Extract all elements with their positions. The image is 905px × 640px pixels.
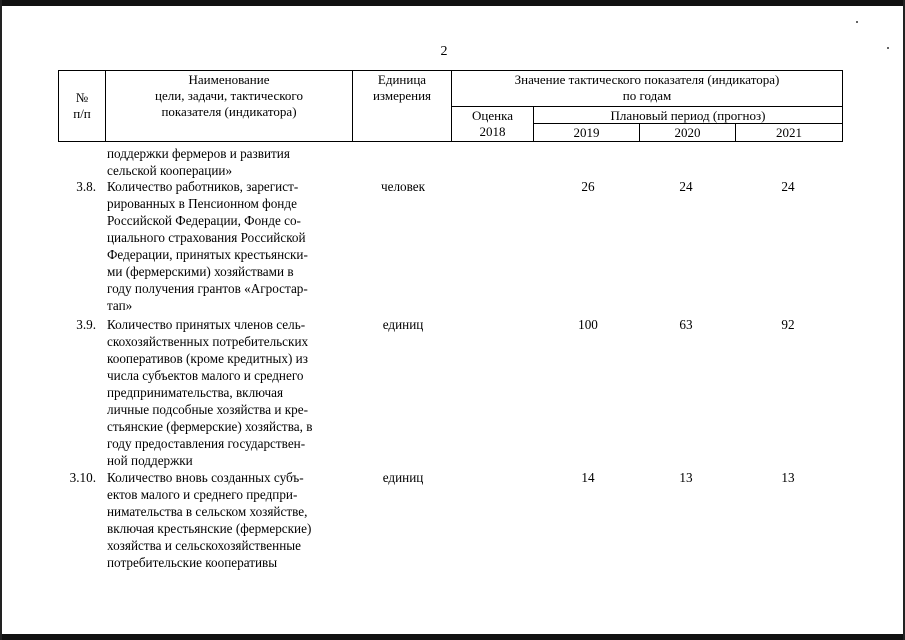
row-name: Количество принятых членов сель- скохозяйственных потребительских кооперативов (кроме кредитных) из числа субъектов малого и среднего предпринимательства, включая личные подсобные хозяйства и кре- стьянские (фермерские) хозяйства, в году предоставления государствен- ной поддержки — [107, 317, 313, 468]
header-unit: Единица измерения — [372, 72, 432, 103]
row-unit: единиц — [382, 317, 424, 332]
value-2021: 13 — [781, 470, 795, 485]
header-year-2020: 2020 — [674, 125, 701, 140]
header-estimate: Оценка 2018 — [472, 108, 513, 139]
scan-speck — [887, 47, 889, 49]
row-number: 3.8. — [76, 179, 96, 194]
value-2019: 14 — [581, 470, 595, 485]
row-unit: единиц — [382, 470, 424, 485]
row-name: Количество работников, зарегист- рированных в Пенсионном фонде Российской Федерации, Фонде со- циального страхования Российской Федерации, принятых крестьянски- ми (фермерскими) хозяйствами в году получения грантов «Агростар- тап» — [107, 179, 308, 313]
row-number: 3.10. — [69, 470, 96, 485]
scan-edge-bottom — [0, 634, 905, 640]
value-2021: 92 — [781, 317, 795, 332]
header-number: № п/п — [73, 90, 91, 121]
table-header — [58, 70, 843, 142]
row-name: Количество вновь созданных субъ- ектов малого и среднего предпри- нимательства в сельском хозяйстве, включая крестьянские (фермерские) хозяйства и сельскохозяйственные потребительские кооперативы — [107, 470, 312, 570]
value-2019: 100 — [578, 317, 598, 332]
header-name: Наименование цели, задачи, тактического показателя (индикатора) — [155, 72, 303, 119]
value-2020: 24 — [679, 179, 693, 194]
header-year-2019: 2019 — [573, 125, 600, 140]
value-2020: 13 — [679, 470, 693, 485]
scan-edge-left — [0, 0, 2, 640]
row-unit: человек — [380, 179, 426, 194]
header-plan-period: Плановый период (прогноз) — [610, 108, 766, 123]
header-year-2021: 2021 — [776, 125, 802, 140]
scan-speck — [856, 21, 858, 23]
header-value: Значение тактического показателя (индикатора) по годам — [514, 72, 780, 103]
row-number: 3.9. — [76, 317, 96, 332]
value-2020: 63 — [679, 317, 693, 332]
page-number: 2 — [440, 44, 448, 59]
continuation-text: поддержки фермеров и развития сельской кооперации» — [107, 146, 290, 178]
scan-edge-top — [0, 0, 905, 6]
value-2021: 24 — [781, 179, 795, 194]
value-2019: 26 — [581, 179, 595, 194]
